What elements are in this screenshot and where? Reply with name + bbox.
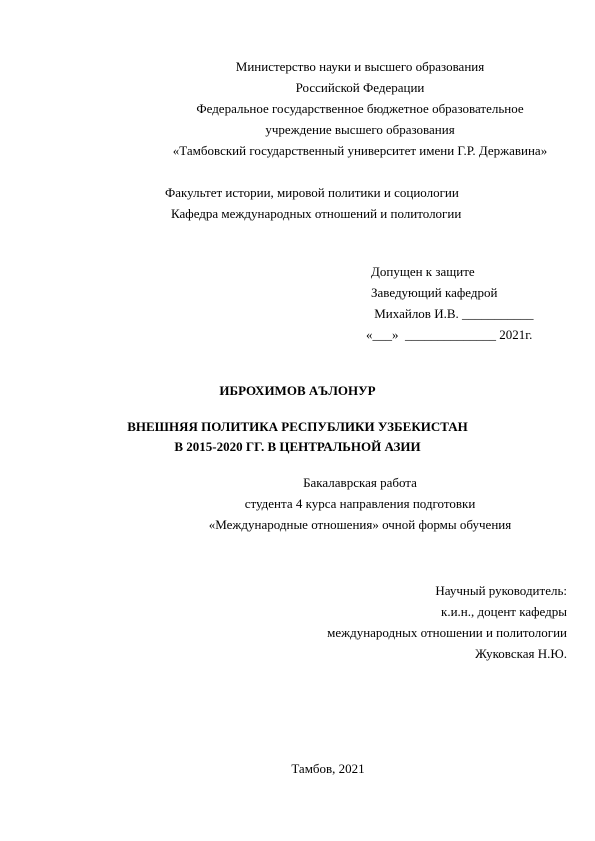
faculty-name: Факультет истории, мировой политики и социологии (165, 185, 459, 200)
institution-line-2: учреждение высшего образования (265, 122, 455, 137)
supervisor-label: Научный руководитель: (435, 583, 567, 598)
city-year: Тамбов, 2021 (291, 761, 365, 776)
university-name: «Тамбовский государственный университет имени Г.Р. Державина» (172, 143, 548, 158)
program-line: «Международные отношения» очной формы обучения (208, 517, 512, 532)
thesis-type: Бакалаврская работа (303, 475, 417, 490)
supervisor-degree: к.и.н., доцент кафедры (441, 604, 567, 619)
student-line: студента 4 курса направления подготовки (244, 496, 476, 511)
ministry-line-1: Министерство науки и высшего образования (235, 59, 485, 74)
author-name: ИБРОХИМОВ АЪЛОНУР (219, 383, 376, 398)
supervisor-department: международных отношении и политологии (327, 625, 567, 640)
supervisor-name: Жуковская Н.Ю. (475, 646, 567, 661)
admitted-label: Допущен к защите (371, 264, 475, 279)
ministry-line-2: Российской Федерации (295, 80, 425, 95)
thesis-title-line-2: В 2015-2020 ГГ. В ЦЕНТРАЛЬНОЙ АЗИИ (174, 439, 421, 454)
institution-line-1: Федеральное государственное бюджетное образовательное (196, 101, 524, 116)
thesis-title-line-1: ВНЕШНЯЯ ПОЛИТИКА РЕСПУБЛИКИ УЗБЕКИСТАН (127, 419, 468, 434)
head-name-signature: Михайлов И.В. ___________ (371, 306, 534, 321)
approval-date-line: «___» ______________ 2021г. (366, 327, 533, 342)
head-title: Заведующий кафедрой (371, 285, 498, 300)
chair-name: Кафедра международных отношений и политологии (171, 206, 462, 221)
